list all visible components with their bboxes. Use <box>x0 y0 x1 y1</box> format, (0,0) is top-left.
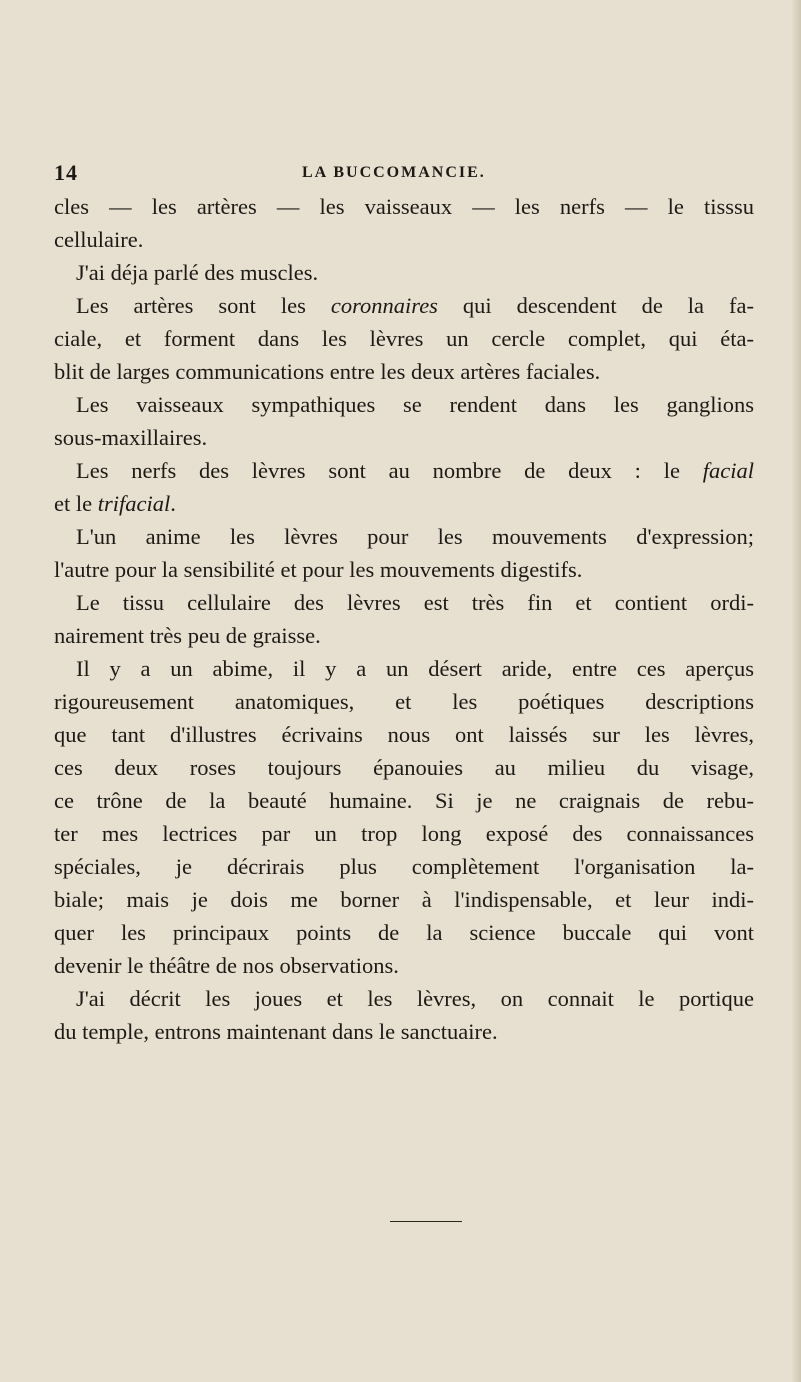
text-line: Les artères sont les coronnaires qui descendent de la fa- <box>76 293 754 318</box>
text-line: ciale, et forment dans les lèvres un cercle complet, qui éta- <box>54 326 754 351</box>
text-line: nairement très peu de graisse. <box>54 623 321 648</box>
text-line: Le tissu cellulaire des lèvres est très fin et contient ordi- <box>76 590 754 615</box>
text-line: L'un anime les lèvres pour les mouvements d'expression; <box>76 524 754 549</box>
text-line: Il y a un abime, il y a un désert aride, entre ces aperçus <box>76 656 754 681</box>
text-line: du temple, entrons maintenant dans le sanctuaire. <box>54 1019 498 1044</box>
text-line: sous-maxillaires. <box>54 425 208 450</box>
text-line: devenir le théâtre de nos observations. <box>54 953 399 978</box>
text-line: J'ai déja parlé des muscles. <box>76 260 319 285</box>
text-line: biale; mais je dois me borner à l'indispensable, et leur indi- <box>54 887 754 912</box>
page-edge-shadow <box>791 0 801 1382</box>
text-line: ces deux roses toujours épanouies au milieu du visage, <box>54 755 754 780</box>
text-line: Les nerfs des lèvres sont au nombre de deux : le facial <box>76 458 754 483</box>
section-rule <box>390 1221 462 1222</box>
text-line: cellulaire. <box>54 227 144 252</box>
text-line: quer les principaux points de la science buccale qui vont <box>54 920 754 945</box>
text-line: cles — les artères — les vaisseaux — les nerfs — le tisssu <box>54 194 754 219</box>
body-text <box>54 190 754 1048</box>
text-line: rigoureusement anatomiques, et les poétiques descriptions <box>54 689 754 714</box>
text-line: spéciales, je décrirais plus complètement l'organisation la- <box>54 854 754 879</box>
text-line: ce trône de la beauté humaine. Si je ne craignais de rebu- <box>54 788 754 813</box>
page-header <box>54 160 754 190</box>
text-line: ter mes lectrices par un trop long exposé des connaissances <box>54 821 754 846</box>
text-line: l'autre pour la sensibilité et pour les mouvements digestifs. <box>54 557 583 582</box>
text-line: et le trifacial. <box>54 491 176 516</box>
text-line: Les vaisseaux sympathiques se rendent dans les ganglions <box>76 392 754 417</box>
text-line: que tant d'illustres écrivains nous ont laissés sur les lèvres, <box>54 722 754 747</box>
text-line: blit de larges communications entre les deux artères faciales. <box>54 359 601 384</box>
text-line: J'ai décrit les joues et les lèvres, on connait le portique <box>76 986 754 1011</box>
running-head: LA BUCCOMANCIE. <box>302 164 486 181</box>
page-number: 14 <box>54 160 78 185</box>
